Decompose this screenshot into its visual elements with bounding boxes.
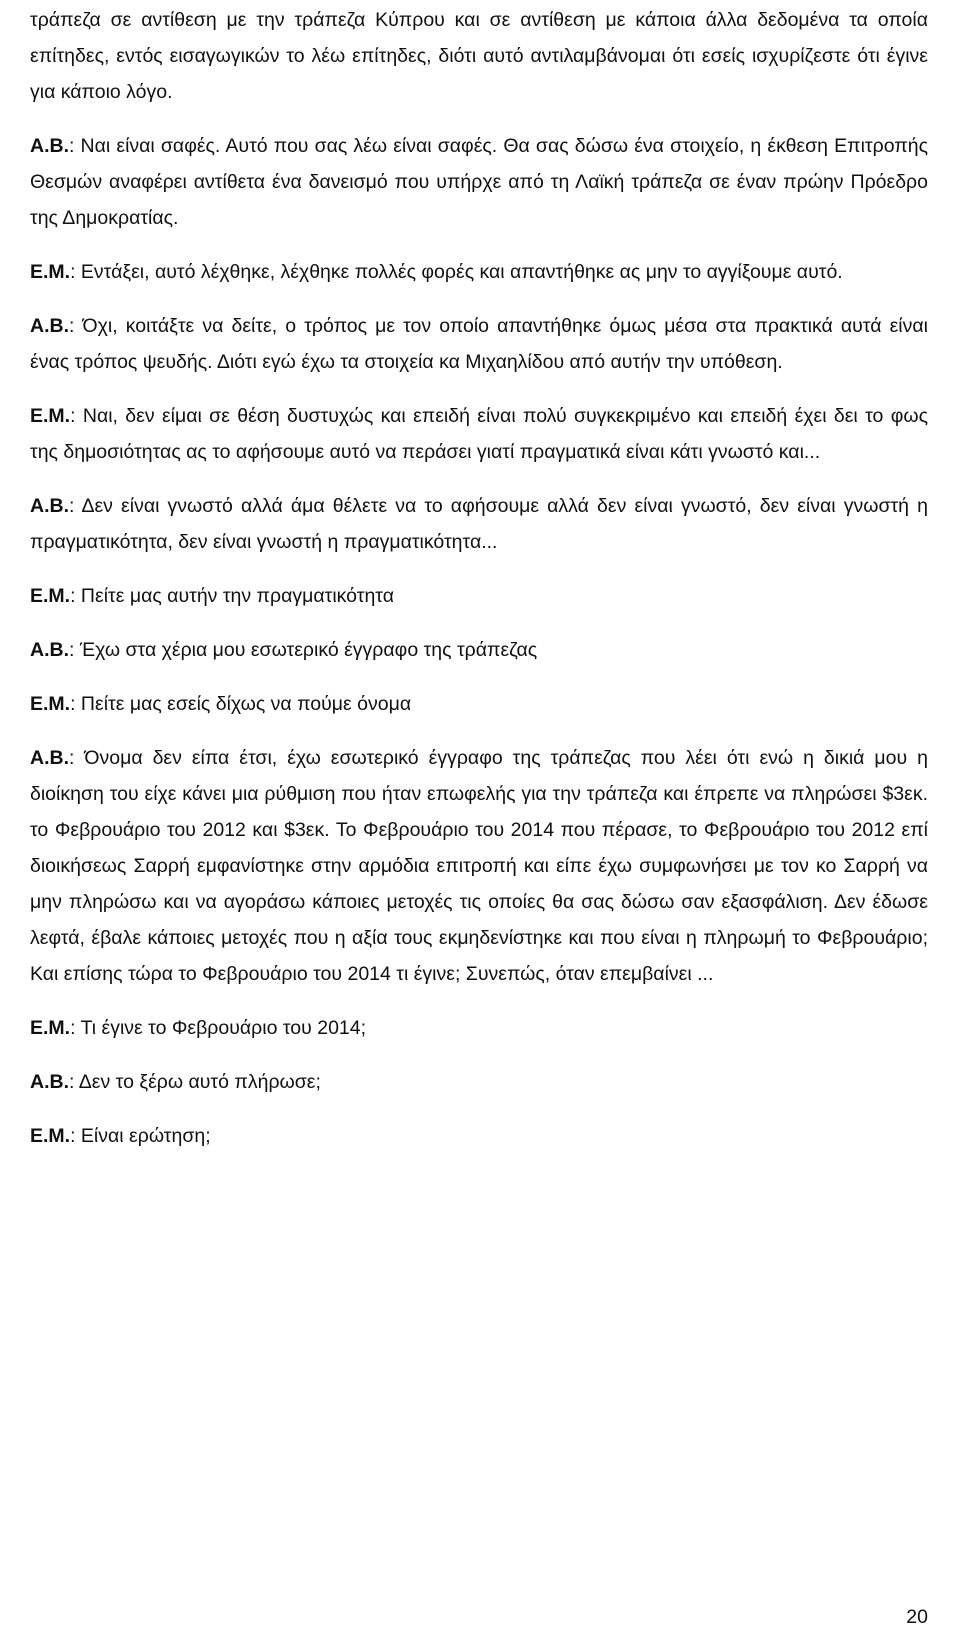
- paragraph-text: : Πείτε μας αυτήν την πραγματικότητα: [70, 585, 394, 607]
- speaker-label: Ε.Μ.: [30, 1017, 71, 1039]
- speaker-label: Α.Β.: [30, 1071, 69, 1093]
- transcript-paragraph: [30, 308, 928, 380]
- paragraph-text: : Είναι ερώτηση;: [70, 1125, 211, 1147]
- speaker-label: Α.Β.: [30, 135, 69, 157]
- speaker-label: Ε.Μ.: [30, 693, 71, 715]
- speaker-label: Α.Β.: [30, 747, 69, 769]
- transcript-paragraph: [30, 254, 928, 290]
- paragraph-text: τράπεζα σε αντίθεση με την τράπεζα Κύπρου και σε αντίθεση με κάποια άλλα δεδομένα τα οποία επίτηδες, εντός εισαγωγικών το λέω επίτηδες, διότι αυτό αντιλαμβάνομαι ότι εσείς ισχυρίζεστε ότι έγινε για κάποιο λόγο.: [30, 9, 928, 103]
- paragraph-text: : Έχω στα χέρια μου εσωτερικό έγγραφο της τράπεζας: [69, 639, 538, 661]
- transcript-paragraph: [30, 1064, 928, 1100]
- transcript-paragraph: [30, 632, 928, 668]
- paragraph-text: : Τι έγινε το Φεβρουάριο του 2014;: [70, 1017, 367, 1039]
- transcript-paragraph: [30, 740, 928, 992]
- speaker-label: Α.Β.: [30, 315, 69, 337]
- transcript-paragraph: [30, 1118, 928, 1154]
- speaker-label: Ε.Μ.: [30, 405, 71, 427]
- transcript-paragraph: [30, 1010, 928, 1046]
- transcript-paragraph: [30, 578, 928, 614]
- paragraph-text: : Όνομα δεν είπα έτσι, έχω εσωτερικό έγγραφο της τράπεζας που λέει ότι ενώ η δικιά μου η διοίκηση του είχε κάνει μια ρύθμιση που ήταν επωφελής για την τράπεζα και έπρεπε να πληρώσει $3εκ. το Φεβρουάριο του 2012 και $3εκ. Το Φεβρουάριο του 2014 που πέρασε, το Φεβρουάριο του 2012 επί διοικήσεως Σαρρή εμφανίστηκε στην αρμόδια επιτροπή και είπε έχω συμφωνήσει με τον κο Σαρρή να μην πληρώσω και να αγοράσω κάποιες μετοχές τις οποίες θα σας δώσω σαν εξασφάλιση. Δεν έδωσε λεφτά, έβαλε κάποιες μετοχές που η αξία τους εκμηδενίστηκε και που είναι η πληρωμή το Φεβρουάριο; Και επίσης τώρα το Φεβρουάριο του 2014 τι έγινε; Συνεπώς, όταν επεμβαίνει ...: [30, 747, 928, 985]
- transcript-paragraph: [30, 398, 928, 470]
- paragraph-text: : Ναι είναι σαφές. Αυτό που σας λέω είναι σαφές. Θα σας δώσω ένα στοιχείο, η έκθεση Επιτροπής Θεσμών αναφέρει αντίθετα ένα δανεισμό που υπήρχε από τη Λαϊκή τράπεζα σε έναν πρώην Πρόεδρο της Δημοκρατίας.: [30, 135, 928, 229]
- speaker-label: Ε.Μ.: [30, 1125, 71, 1147]
- paragraph-text: : Δεν το ξέρω αυτό πλήρωσε;: [69, 1071, 321, 1093]
- speaker-label: Α.Β.: [30, 639, 69, 661]
- speaker-label: Ε.Μ.: [30, 585, 71, 607]
- speaker-label: Α.Β.: [30, 495, 69, 517]
- paragraph-text: : Δεν είναι γνωστό αλλά άμα θέλετε να το αφήσουμε αλλά δεν είναι γνωστό, δεν είναι γνωστή η πραγματικότητα, δεν είναι γνωστή η πραγματικότητα...: [30, 495, 928, 553]
- transcript-body: [30, 2, 928, 1172]
- transcript-paragraph: [30, 128, 928, 236]
- paragraph-text: : Όχι, κοιτάξτε να δείτε, ο τρόπος με τον οποίο απαντήθηκε όμως μέσα στα πρακτικά αυτά είναι ένας τρόπος ψευδής. Διότι εγώ έχω τα στοιχεία κα Μιχαηλίδου από αυτήν την υπόθεση.: [30, 315, 928, 373]
- transcript-paragraph: [30, 2, 928, 110]
- paragraph-text: : Ναι, δεν είμαι σε θέση δυστυχώς και επειδή είναι πολύ συγκεκριμένο και επειδή έχει δει το φως της δημοσιότητας ας το αφήσουμε αυτό να περάσει γιατί πραγματικά είναι κάτι γνωστό και...: [30, 405, 928, 463]
- paragraph-text: : Εντάξει, αυτό λέχθηκε, λέχθηκε πολλές φορές και απαντήθηκε ας μην το αγγίξουμε αυτό.: [70, 261, 843, 283]
- transcript-paragraph: [30, 488, 928, 560]
- transcript-paragraph: [30, 686, 928, 722]
- paragraph-text: : Πείτε μας εσείς δίχως να πούμε όνομα: [70, 693, 412, 715]
- speaker-label: Ε.Μ.: [30, 261, 71, 283]
- page-number: 20: [906, 1606, 928, 1628]
